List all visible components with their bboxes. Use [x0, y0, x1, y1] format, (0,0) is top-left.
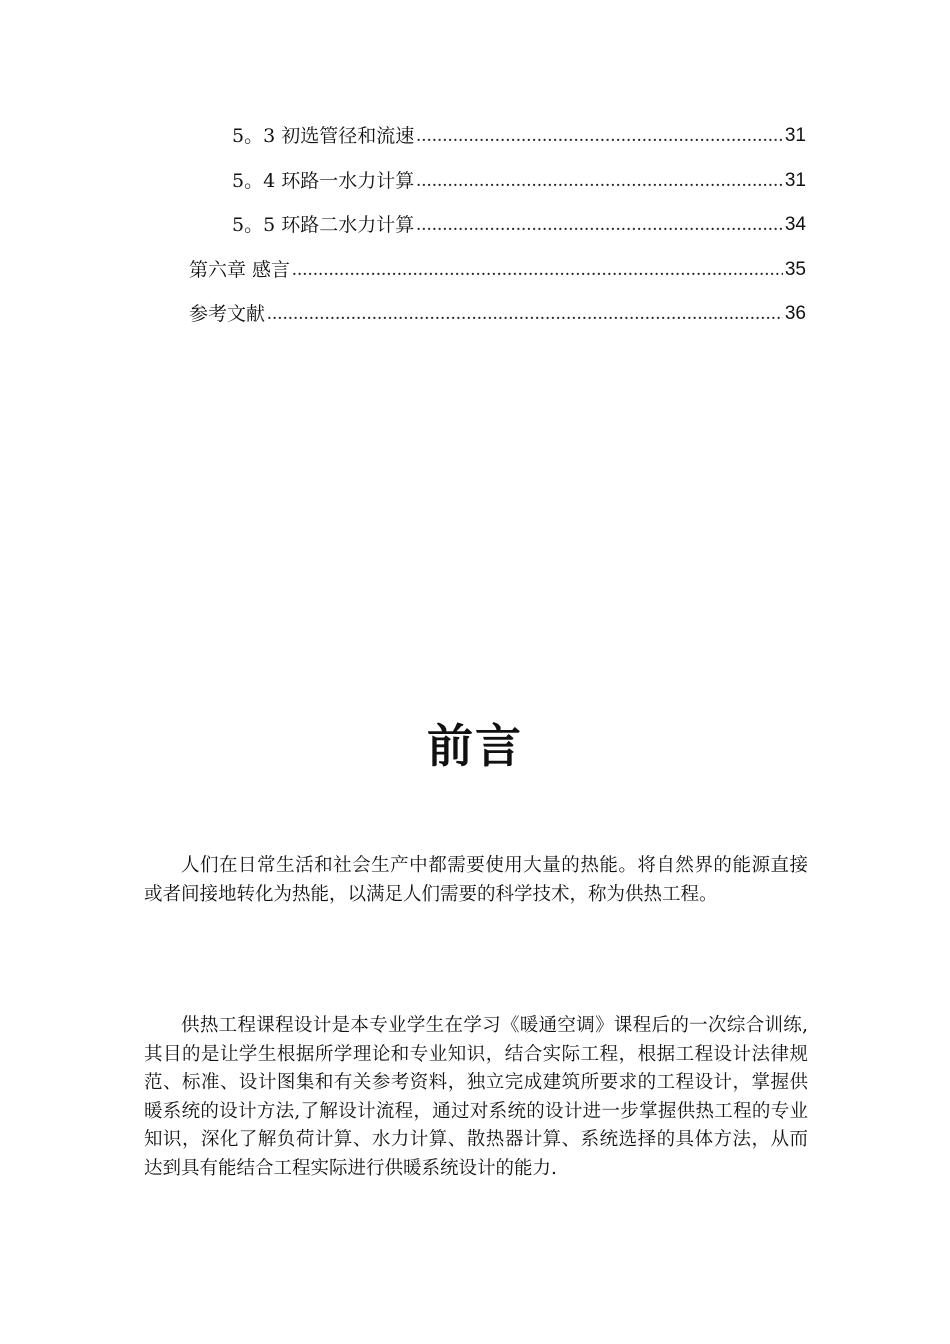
toc-leader-dots — [416, 163, 783, 199]
toc-entry[interactable] — [189, 252, 806, 288]
toc-leader-dots — [416, 118, 783, 154]
toc-leader-dots — [416, 207, 783, 243]
toc-entry-label: 5。3 初选管径和流速 — [232, 125, 415, 147]
toc-page-number: 31 — [784, 125, 806, 146]
preface-paragraph: 供热工程课程设计是本专业学生在学习《暖通空调》课程后的一次综合训练,其目的是让学生根据所学理论和专业知识，结合实际工程，根据工程设计法律规范、标准、设计图集和有关参考资料，独立完成建筑所要求的工程设计，掌握供暖系统的设计方法,了解设计流程，通过对系统的设计进一步掌握供热工程的专业知识，深化了解负荷计算、水力计算、散热器计算、系统选择的具体方法，从而达到具有能结合工程实际进行供暖系统设计的能力. — [144, 1015, 808, 1179]
toc-entry[interactable] — [232, 118, 806, 154]
toc-entry-label: 5。5 环路二水力计算 — [232, 214, 415, 236]
toc-page-number: 34 — [784, 214, 806, 235]
toc-entry[interactable] — [232, 207, 806, 243]
toc-page-number: 35 — [784, 259, 806, 280]
toc-leader-dots — [292, 252, 783, 288]
toc-entry-label: 参考文献 — [189, 303, 266, 325]
toc-entry-label: 5。4 环路一水力计算 — [232, 170, 415, 192]
preface-title: 前言 — [427, 719, 523, 773]
toc-leader-dots — [267, 296, 783, 332]
toc-entry-label: 第六章 感言 — [189, 259, 291, 281]
toc-entry[interactable] — [232, 163, 806, 199]
toc-page-number: 31 — [784, 170, 806, 191]
toc-page-number: 36 — [784, 303, 806, 324]
preface-paragraph: 人们在日常生活和社会生产中都需要使用大量的热能。将自然界的能源直接或者间接地转化为热能，以满足人们需要的科学技术，称为供热工程。 — [144, 855, 808, 905]
toc-entry[interactable] — [189, 296, 806, 332]
